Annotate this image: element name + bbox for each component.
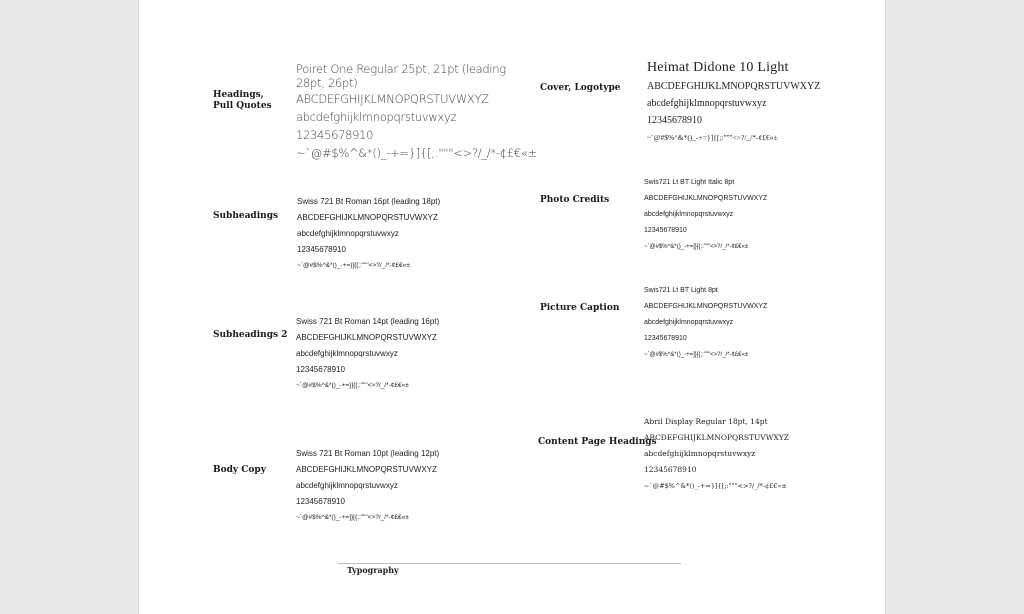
spec-uppercase: ABCDEFGHIJKLMNOPQRSTUVWXYZ xyxy=(297,213,438,222)
spec-cover-logotype xyxy=(647,58,820,146)
row-label-subheadings-2: Subheadings 2 xyxy=(213,330,288,340)
spec-symbols: ~`@#$%^&*()_-+=]}[{;:"""<>?/_/*-¢£€«± xyxy=(296,514,409,521)
spec-title: Swis721 Lt BT Light 8pt xyxy=(644,287,718,294)
spec-title: Swis721 Lt BT Light Italic 8pt xyxy=(644,179,735,186)
spec-symbols: ~`@#$%^&*()_-+=}]{[;:"""<>?/_/*-¢£€«± xyxy=(644,482,787,490)
footer-rule xyxy=(338,563,681,564)
spec-numerals: 12345678910 xyxy=(644,227,687,234)
spec-lowercase: abcdefghijklmnopqrstuvwxyz xyxy=(644,449,756,458)
spec-subheadings-2 xyxy=(296,314,439,394)
spec-uppercase: ABCDEFGHIJKLMNOPQRSTUVWXYZ xyxy=(644,433,789,442)
footer-title: Typography xyxy=(347,565,399,575)
spec-numerals: 12345678910 xyxy=(644,335,687,342)
spec-uppercase: ABCDEFGHIJKLMNOPQRSTUVWXYZ xyxy=(296,333,437,342)
spec-picture-caption xyxy=(644,283,767,363)
row-label-cover-logotype: Cover, Logotype xyxy=(540,83,621,93)
spec-headings xyxy=(296,62,537,162)
spec-lowercase: abcdefghijklmnopqrstuvwxyz xyxy=(296,349,398,358)
spec-lowercase: abcdefghijklmnopqrstuvwxyz xyxy=(297,229,399,238)
spec-title: Heimat Didone 10 Light xyxy=(647,60,789,75)
row-label-picture-caption: Picture Caption xyxy=(540,303,620,313)
spec-uppercase: ABCDEFGHIJKLMNOPQRSTUVWXYZ xyxy=(644,195,768,202)
spec-body-copy xyxy=(296,446,439,526)
spec-symbols: ~`@#$%^&*()_-+=}]{[;:"""<>?/_/*-¢£€«± xyxy=(297,262,410,269)
spec-numerals: 12345678910 xyxy=(644,465,697,474)
spec-uppercase: ABCDEFGHIJKLMNOPQRSTUVWXYZ xyxy=(296,465,437,474)
spec-title: Swiss 721 Bt Roman 16pt (leading 18pt) xyxy=(297,197,441,206)
spec-lowercase: abcdefghijklmnopqrstuvwxyz xyxy=(647,98,767,109)
row-label-headings: Headings, Pull Quotes xyxy=(213,90,272,111)
spec-numerals: 12345678910 xyxy=(296,128,374,142)
spec-uppercase: ABCDEFGHIJKLMNOPQRSTUVWXYZ xyxy=(647,81,821,92)
spec-lowercase: abcdefghijklmnopqrstuvwxyz xyxy=(296,110,457,124)
spec-symbols: ~`@#$%^&*()_-+=]}[{;:"""<>?/_/*-¢£€«± xyxy=(644,352,749,358)
spec-uppercase: ABCDEFGHIJKLMNOPQRSTUVWXYZ xyxy=(296,92,489,106)
spec-title: Swiss 721 Bt Roman 10pt (leading 12pt) xyxy=(296,449,440,458)
spec-lowercase: abcdefghijklmnopqrstuvwxyz xyxy=(644,319,734,326)
spec-symbols: ~`@#$%^&*()_-+=]}[{;:"""<>?/_/*-¢£€«± xyxy=(644,244,749,250)
spec-photo-credits xyxy=(644,175,767,255)
spec-uppercase: ABCDEFGHIJKLMNOPQRSTUVWXYZ xyxy=(644,303,768,310)
spec-numerals: 12345678910 xyxy=(296,365,345,374)
row-label-body-copy: Body Copy xyxy=(213,465,266,475)
spec-title: Abril Display Regular 18pt, 14pt xyxy=(644,417,768,426)
spec-lowercase: abcdefghijklmnopqrstuvwxyz xyxy=(644,211,734,218)
spec-title: Swiss 721 Bt Roman 14pt (leading 16pt) xyxy=(296,317,440,326)
spec-numerals: 12345678910 xyxy=(296,497,345,506)
spec-numerals: 12345678910 xyxy=(297,245,346,254)
row-label-photo-credits: Photo Credits xyxy=(540,195,610,205)
spec-subheadings xyxy=(297,194,440,274)
spec-numerals: 12345678910 xyxy=(647,115,702,126)
spec-symbols: ~`@#$%^&*()_-+=}]{[;:"""<>?/_/*-¢£€«± xyxy=(296,382,409,389)
spec-symbols: ~`@#$%^&*()_-+=}]{[;:"""<>?/_/*-¢£€«± xyxy=(647,133,778,142)
spec-title: Poiret One Regular 25pt, 21pt (leading 28pt, 26pt) xyxy=(296,62,506,90)
spec-content-page-headings xyxy=(644,414,789,494)
spec-symbols: ~`@#$%^&*()_-+=}]{[;:"""<>?/_/*-¢£€«± xyxy=(296,146,537,160)
row-label-content-page-headings: Content Page Headings xyxy=(538,437,657,447)
spec-lowercase: abcdefghijklmnopqrstuvwxyz xyxy=(296,481,398,490)
row-label-subheadings: Subheadings xyxy=(213,211,279,221)
